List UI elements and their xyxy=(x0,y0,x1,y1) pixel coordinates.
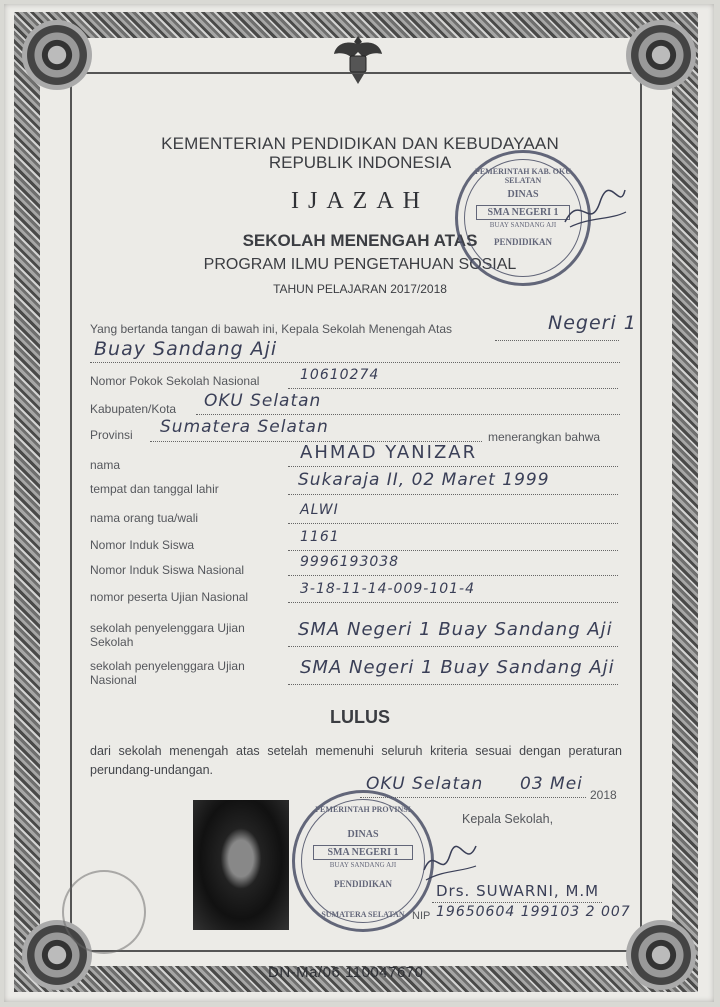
corner-ornament xyxy=(626,20,696,90)
school-name-part2: Buay Sandang Aji xyxy=(94,338,278,360)
nip-label: NIP xyxy=(412,910,431,922)
nisn-value: 9996193038 xyxy=(300,554,400,570)
sek-ujian-label-2: Sekolah xyxy=(90,635,134,649)
country-name: REPUBLIK INDONESIA xyxy=(268,153,452,172)
corner-ornament xyxy=(626,920,696,990)
stamp-ring-text: SUMATERA SELATAN xyxy=(321,910,405,919)
document-title: IJAZAH xyxy=(291,188,429,214)
ttl-label: tempat dan tanggal lahir xyxy=(90,482,219,496)
dotted-line xyxy=(288,575,618,576)
menerangkan-text: menerangkan bahwa xyxy=(488,430,601,444)
serial-number: DN-Ma/06 110047670 xyxy=(268,964,424,981)
provinsi-value: Sumatera Selatan xyxy=(160,417,329,437)
sek-ujian-label: sekolah penyelenggara Ujian xyxy=(90,621,245,635)
stamp-line: DINAS xyxy=(507,189,539,200)
dotted-line xyxy=(495,340,619,341)
stamp-ring-text: PEMERINTAH PROVINSI xyxy=(315,805,411,814)
stamp-line: BUAY SANDANG AJI xyxy=(329,861,397,869)
peserta-label: nomor peserta Ujian Nasional xyxy=(90,590,249,604)
stamp-line: DINAS xyxy=(347,829,379,840)
dotted-line xyxy=(288,646,618,647)
school-level: SEKOLAH MENENGAH ATAS xyxy=(242,231,478,250)
sign-year: 2018 xyxy=(590,788,617,802)
nis-label: Nomor Induk Siswa xyxy=(90,538,195,552)
garuda-emblem-icon xyxy=(332,30,384,86)
sign-place: OKU Selatan xyxy=(366,774,484,794)
sign-date: 03 Mei xyxy=(520,774,583,794)
stamp-ring-text: PEMERINTAH KAB. OKU SELATAN xyxy=(474,167,572,185)
ministry-logo-watermark xyxy=(62,870,146,954)
stamp-line: PENDIDIKAN xyxy=(333,879,392,889)
dotted-line xyxy=(288,550,618,551)
ortu-value: ALWI xyxy=(300,502,339,518)
academic-year: TAHUN PELAJARAN 2017/2018 xyxy=(273,282,447,296)
sek-ujian-value: SMA Negeri 1 Buay Sandang Aji xyxy=(298,619,613,640)
ttl-value: Sukaraja II, 02 Maret 1999 xyxy=(298,470,550,490)
dotted-line xyxy=(288,684,618,685)
school-name-part1: Negeri 1 xyxy=(548,312,637,334)
dotted-line xyxy=(432,902,602,903)
kabupaten-value: OKU Selatan xyxy=(204,391,322,411)
dotted-line xyxy=(288,466,618,467)
ortu-label: nama orang tua/wali xyxy=(90,511,199,525)
intro-text: Yang bertanda tangan di bawah ini, Kepala Sekolah Menengah Atas xyxy=(90,322,453,336)
signature-scribble-icon xyxy=(560,182,630,242)
nip-value: 19650604 199103 2 007 xyxy=(436,904,631,920)
dotted-line xyxy=(196,414,620,415)
stamp-line: SMA NEGERI 1 xyxy=(476,205,570,220)
principal-name: Drs. SUWARNI, M.M xyxy=(436,882,600,900)
sek-un-label: sekolah penyelenggara Ujian xyxy=(90,659,245,673)
dotted-line xyxy=(288,602,618,603)
sek-un-value: SMA Negeri 1 Buay Sandang Aji xyxy=(300,657,615,678)
npsn-value: 10610274 xyxy=(300,367,380,383)
dotted-line xyxy=(288,523,618,524)
nama-value: AHMAD YANIZAR xyxy=(300,442,478,463)
sek-un-label-2: Nasional xyxy=(90,673,137,687)
dotted-line xyxy=(288,494,618,495)
dotted-line xyxy=(288,388,618,389)
student-photo xyxy=(193,800,289,930)
stamp-line: PENDIDIKAN xyxy=(493,237,552,247)
kabupaten-label: Kabupaten/Kota xyxy=(90,402,177,416)
sign-role: Kepala Sekolah, xyxy=(462,812,554,826)
program-name: PROGRAM ILMU PENGETAHUAN SOSIAL xyxy=(203,256,517,273)
nis-value: 1161 xyxy=(300,529,340,545)
stamp-line: SMA NEGERI 1 xyxy=(313,845,413,860)
peserta-value: 3-18-11-14-009-101-4 xyxy=(300,581,476,597)
stamp-line: BUAY SANDANG AJI xyxy=(489,221,557,229)
result-statement: dari sekolah menengah atas setelah memenuhi seluruh kriteria sesuai dengan peraturan perundang-undangan. xyxy=(90,744,622,777)
ministry-name: KEMENTERIAN PENDIDIKAN DAN KEBUDAYAAN xyxy=(161,134,559,153)
npsn-label: Nomor Pokok Sekolah Nasional xyxy=(90,374,260,388)
nama-label: nama xyxy=(90,458,121,472)
nisn-label: Nomor Induk Siswa Nasional xyxy=(90,563,245,577)
corner-ornament xyxy=(22,20,92,90)
dotted-line xyxy=(90,362,620,363)
provinsi-label: Provinsi xyxy=(90,428,133,442)
result-status: LULUS xyxy=(330,707,390,727)
